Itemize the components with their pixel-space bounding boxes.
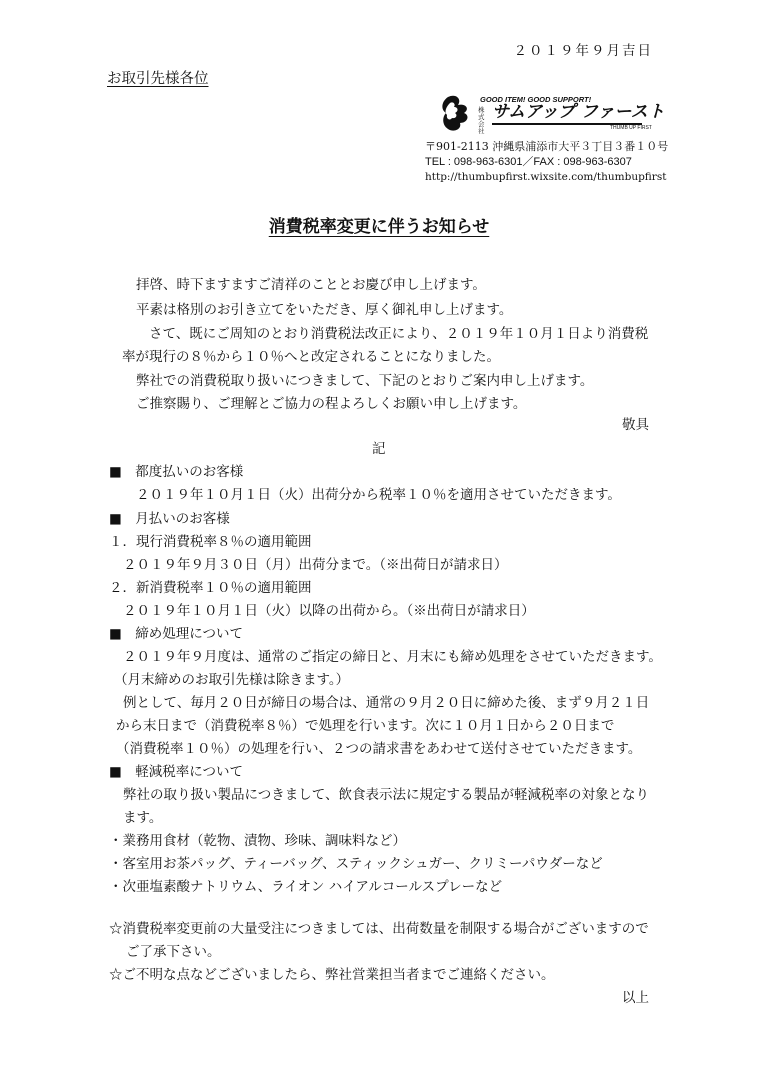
section-text: 弊社の取り扱い製品につきまして、飲食表示法に規定する製品が軽減税率の対象となり	[123, 787, 649, 803]
logo-tagline: GOOD ITEM! GOOD SUPPORT!	[480, 95, 592, 104]
section-text: 例として、毎月２０日が締日の場合は、通常の９月２０日に締めた後、まず９月２１日	[123, 695, 650, 711]
section-heading: ■ 月払いのお客様	[109, 511, 230, 527]
section-text: ２０１９年９月度は、通常のご指定の締日と、月末にも締め処理をさせていただきます。	[123, 649, 662, 665]
company-tel-fax: TEL : 098-963-6301／FAX : 098-963-6307	[425, 156, 632, 168]
company-address: 〒901-2113 沖縄県浦添市大平３丁目３番１０号	[425, 140, 669, 153]
logo-sub: THUMB UP FIRST	[610, 125, 652, 131]
note-line: ご了承下さい。	[126, 944, 221, 960]
section-text: （消費税率１０％）の処理を行い、２つの請求書をあわせて送付させていただきます。	[116, 741, 642, 757]
section-heading: ■ 締め処理について	[109, 626, 243, 642]
document-date: ２０１９年９月吉日	[513, 43, 653, 59]
company-logo	[440, 93, 665, 135]
greeting-line: 平素は格別のお引き立てをいただき、厚く御礼申し上げます。	[136, 302, 513, 318]
company-url: http://thumbupfirst.wixsite.com/thumbupfirst	[425, 171, 667, 183]
greeting-line: ご推察賜り、ご理解とご協力の程よろしくお願い申し上げます。	[136, 396, 527, 412]
list-item-detail: ２０１９年９月３０日（月）出荷分まで。（※出荷日が請求日）	[123, 557, 508, 573]
logo-kabushiki: 株式会社	[478, 107, 485, 135]
section-text: ２０１９年１０月１日（火）出荷分から税率１０％を適用させていただきます。	[136, 487, 621, 503]
ki-marker: 記	[372, 441, 386, 457]
note-line: ☆消費税率変更前の大量受注につきましては、出荷数量を制限する場合がございますので	[109, 921, 649, 937]
bullet-item: ・客室用お茶パッグ、ティーバッグ、スティックシュガー、クリミーパウダーなど	[109, 856, 603, 872]
section-heading: ■ 軽減税率について	[109, 764, 243, 780]
list-item-detail: ２０１９年１０月１日（火）以降の出荷から。（※出荷日が請求日）	[123, 603, 535, 619]
greeting-line: 弊社での消費税取り扱いにつきまして、下記のとおりご案内申し上げます。	[136, 373, 594, 389]
list-item: ２．新消費税率１０％の適用範囲	[109, 580, 312, 596]
greeting-line: 拝啓、時下ますますご清祥のこととお慶び申し上げます。	[136, 277, 486, 293]
list-item: １．現行消費税率８％の適用範囲	[109, 534, 312, 550]
note-line: ☆ご不明な点などございましたら、弊社営業担当者までご連絡ください。	[109, 967, 555, 983]
document-title-text: 消費税率変更に伴うお知らせ	[268, 217, 490, 237]
section-text: ます。	[123, 810, 163, 826]
closing-ijou: 以上	[622, 990, 649, 1006]
greeting-line: 率が現行の８％から１０％へと改定されることになりました。	[122, 349, 500, 365]
section-text: （月末締めのお取引先様は除きます。）	[114, 672, 350, 688]
bullet-item: ・業務用食材（乾物、漬物、珍味、調味料など）	[109, 833, 406, 849]
section-heading: ■ 都度払いのお客様	[109, 464, 244, 480]
bullet-item: ・次亜塩素酸ナトリウム、ライオン ハイアルコールスプレーなど	[109, 879, 503, 895]
closing-keigu: 敬具	[622, 417, 649, 433]
section-text: から末日まで（消費税率８％）で処理を行います。次に１０月１日から２０日まで	[116, 718, 615, 734]
logo-company-name: サムアップ ファースト	[492, 102, 665, 122]
addressee: お取引先様各位	[107, 71, 209, 87]
document-title	[0, 218, 758, 236]
greeting-line: さて、既にご周知のとおり消費税法改正により、２０１９年１０月１日より消費税	[149, 326, 649, 342]
